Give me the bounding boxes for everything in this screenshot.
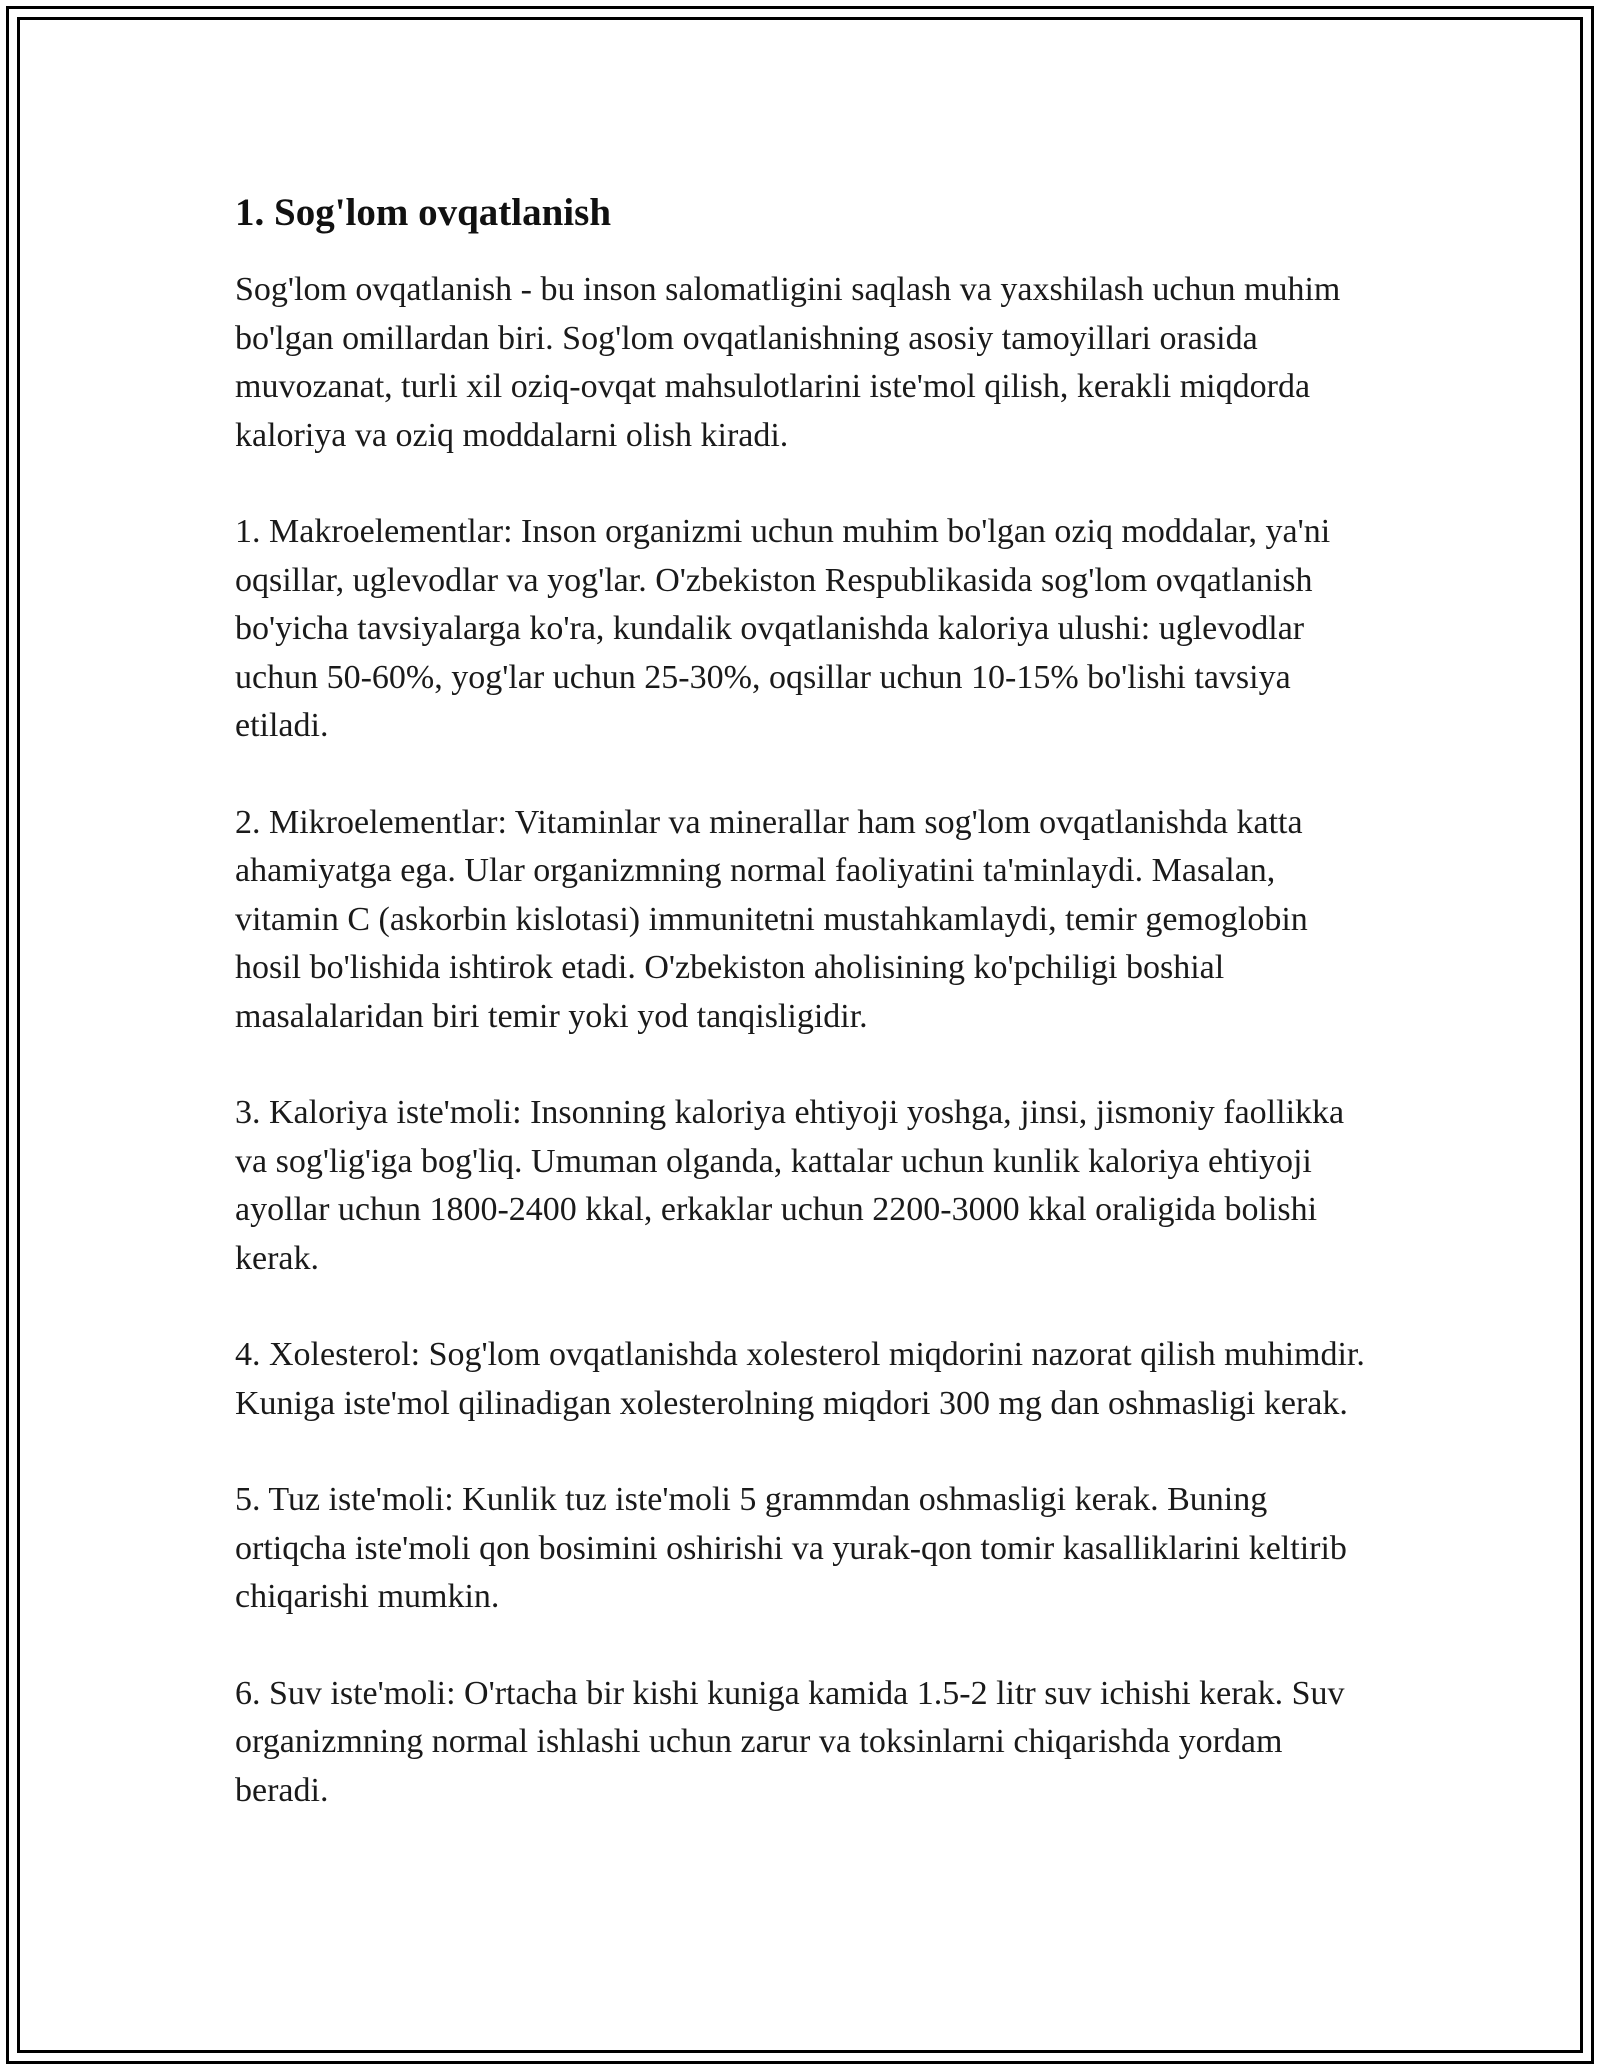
section-heading: 1. Sog'lom ovqatlanish <box>235 191 612 234</box>
paragraph-salt-intake: 5. Tuz iste'moli: Kunlik tuz iste'moli 5 grammdan oshmasligi kerak. Buning ortiqcha iste'moli qon bosimini oshirishi va yurak-qon tomir kasalliklarini keltirib chiqarishi mumkin. <box>235 1481 1347 1615</box>
paragraph-macroelements: 1. Makroelementlar: Inson organizmi uchun muhim bo'lgan oziq moddalar, ya'ni oqsillar, uglevodlar va yog'lar. O'zbekiston Respublikasida sog'lom ovqatlanish bo'yicha tavsiyalarga ko'ra, kundalik ovqatlanishda kaloriya ulushi: uglevodlar uchun 50-60%, yog'lar uchun 25-30%, oqsillar uchun 10-15% bo'lishi tavsiya etiladi. <box>235 513 1331 744</box>
document-body <box>235 188 1375 1863</box>
paragraph-calorie-intake: 3. Kaloriya iste'moli: Insonning kaloriya ehtiyoji yoshga, jinsi, jismoniy faollikka va sog'lig'iga bog'liq. Umuman olganda, kattalar uchun kunlik kaloriya ehtiyoji ayollar uchun 1800-2400 kkal, erkaklar uchun 2200-3000 kkal oraligida bolishi kerak. <box>235 1094 1345 1277</box>
paragraph-water-intake: 6. Suv iste'moli: O'rtacha bir kishi kuniga kamida 1.5-2 litr suv ichishi kerak. Suv organizmning normal ishlashi uchun zarur va toksinlarni chiqarishda yordam beradi. <box>235 1674 1345 1809</box>
paragraph-microelements: 2. Mikroelementlar: Vitaminlar va minerallar ham sog'lom ovqatlanishda katta ahamiyatga ega. Ular organizmning normal faoliyatini ta'minlaydi. Masalan, vitamin C (askorbin kislotasi) immunitetni mustahkamlaydi, temir gemoglobin hosil bo'lishida ishtirok etadi. O'zbekiston aholisining ko'pchiligi boshial masalalaridan biri temir yoki yod tanqisligidir. <box>235 803 1308 1035</box>
intro-paragraph: Sog'lom ovqatlanish - bu inson salomatligini saqlash va yaxshilash uchun muhim bo'lgan omillardan biri. Sog'lom ovqatlanishning asosiy tamoyillari orasida muvozanat, turli xil oziq-ovqat mahsulotlarini iste'mol qilish, kerakli miqdorda kaloriya va oziq moddalarni olish kiradi. <box>235 271 1341 454</box>
paragraph-cholesterol: 4. Xolesterol: Sog'lom ovqatlanishda xolesterol miqdorini nazorat qilish muhimdir. Kuniga iste'mol qilinadigan xolesterolning miqdori 300 mg dan oshmasligi kerak. <box>235 1336 1365 1422</box>
